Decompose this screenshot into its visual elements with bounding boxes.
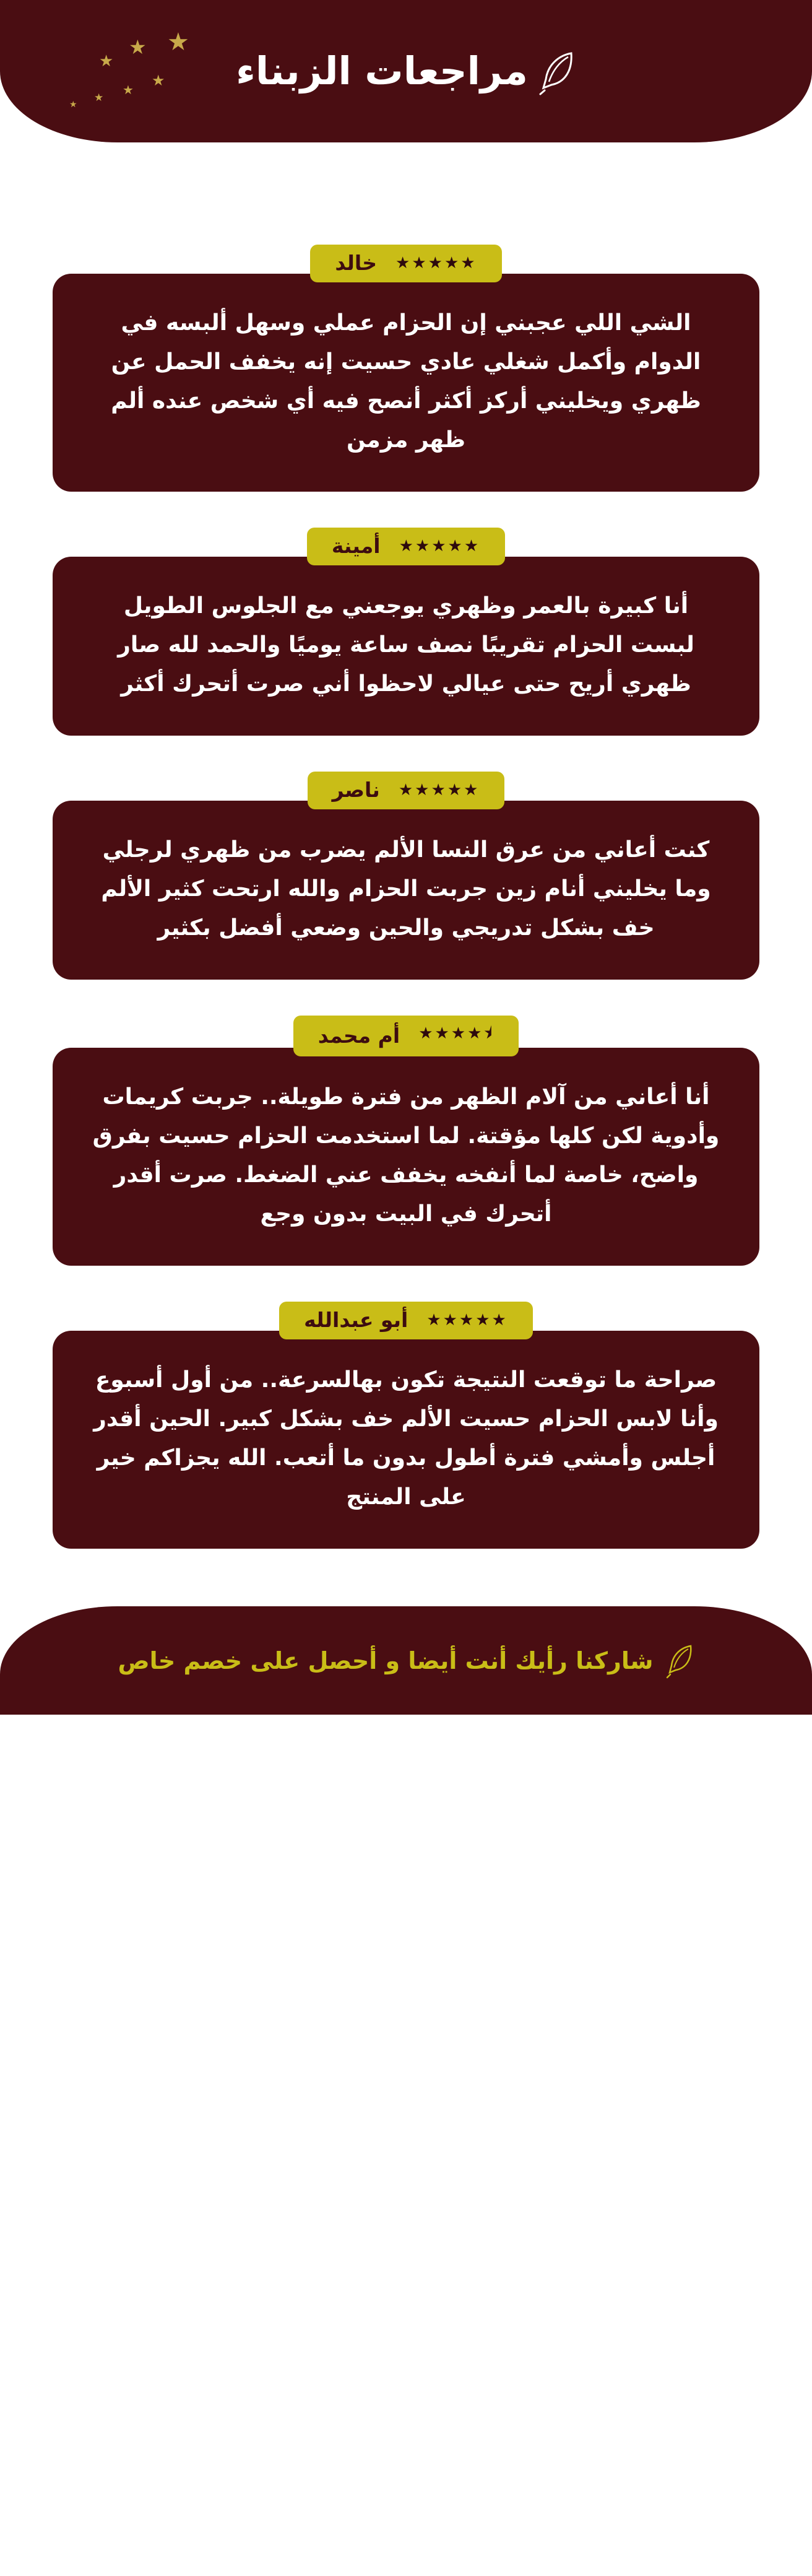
- reviewer-tab: [310, 245, 501, 282]
- reviewer-name: ناصر: [332, 778, 380, 802]
- review-card: [0, 528, 812, 736]
- star-icon: ★: [94, 92, 104, 104]
- review-text: أنا كبيرة بالعمر وظهري يوجعني مع الجلوس الطويل لبست الحزام تقريبًا نصف ساعة يوميًا والحمد لله صار ظهري أريح حتى عيالي لاحظوا أني صرت أتحرك أكثر: [53, 557, 759, 736]
- star-icon: ★: [69, 100, 77, 110]
- review-card: [0, 1302, 812, 1549]
- star-rating: ★★★★★: [426, 1310, 508, 1329]
- review-text: أنا أعاني من آلام الظهر من فترة طويلة.. جربت كريمات وأدوية لكن كلها مؤقتة. لما استخدمت الحزام حسيت بفرق واضح، خاصة لما أنفخه يخفف عني الضغط. صرت أقدر أتحرك في البيت بدون وجع: [53, 1048, 759, 1266]
- review-text: الشي اللي عجبني إن الحزام عملي وسهل ألبسه في الدوام وأكمل شغلي عادي حسيت إنه يخفف الحمل عن ظهري ويخليني أركز أكثر أنصح فيه أي شخص عنده ألم ظهر مزمن: [53, 274, 759, 492]
- review-text: كنت أعاني من عرق النسا الألم يضرب من ظهري لرجلي وما يخليني أنام زين جربت الحزام والله ارتحت كثير الألم خف بشكل تدريجي والحين وضعي أفضل بكثير: [53, 801, 759, 980]
- star-rating: ★★★★⯨: [418, 1024, 495, 1043]
- reviewer-name: أمينة: [331, 534, 381, 558]
- reviews-list: [0, 152, 812, 1549]
- page-title: مراجعات الزبناء: [236, 48, 528, 94]
- star-icon: ★: [129, 35, 147, 59]
- review-card: [0, 1016, 812, 1266]
- reviewer-tab: [293, 1016, 519, 1056]
- review-card: [0, 772, 812, 980]
- reviewer-name: خالد: [335, 251, 378, 275]
- star-icon: ★: [99, 52, 114, 71]
- header: [0, 0, 812, 152]
- reviewer-name: أم محمد: [317, 1023, 400, 1048]
- star-rating: ★★★★★: [398, 780, 480, 799]
- reviewer-tab: [307, 528, 505, 565]
- reviewer-tab: [308, 772, 505, 809]
- feather-pen-icon: [539, 50, 576, 95]
- star-icon: ★: [152, 72, 165, 89]
- footer: [0, 1585, 812, 1715]
- feather-pen-icon: [666, 1643, 694, 1679]
- footer-cta-text: شاركنا رأيك أنت أيضا و أحصل على خصم خاص: [118, 1647, 654, 1674]
- review-card: [0, 245, 812, 492]
- star-icon: ★: [123, 82, 134, 97]
- reviewer-tab: [279, 1302, 533, 1339]
- star-icon: ★: [167, 28, 189, 56]
- star-rating: ★★★★★: [395, 253, 477, 272]
- review-text: صراحة ما توقعت النتيجة تكون بهالسرعة.. من أول أسبوع وأنا لابس الحزام حسيت الألم خف بشكل كبير. الحين أقدر أجلس وأمشي فترة أطول بدون ما أتعب. الله يجزاكم خير على المنتج: [53, 1331, 759, 1549]
- star-rating: ★★★★★: [399, 536, 481, 555]
- reviewer-name: أبو عبدالله: [304, 1308, 408, 1332]
